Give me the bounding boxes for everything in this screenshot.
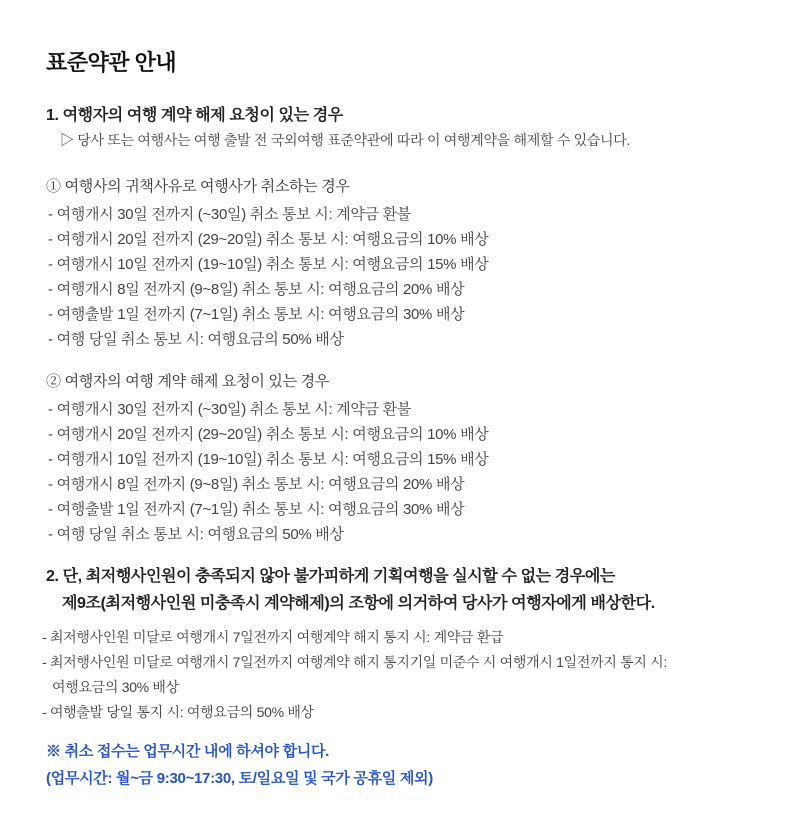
business-hours-notice-line2: (업무시간: 월~금 9:30~17:30, 토/일요일 및 국가 공휴일 제외) bbox=[46, 770, 433, 787]
business-hours-notice-line1: ※ 취소 접수는 업무시간 내에 하셔야 합니다. bbox=[46, 743, 330, 760]
list-item: - 여행개시 30일 전까지 (~30일) 취소 통보 시: 계약금 환불 bbox=[48, 401, 412, 418]
traveler-cancel-list bbox=[46, 397, 760, 547]
agency-cancel-list bbox=[46, 202, 760, 352]
subsection-traveler-cancel-heading: ② 여행자의 여행 계약 해제 요청이 있는 경우 bbox=[46, 373, 330, 390]
list-item: - 여행출발 1일 전까지 (7~1일) 취소 통보 시: 여행요금의 30% 배상 bbox=[48, 306, 465, 323]
section-1-note: ▷ 당사 또는 여행사는 여행 출발 전 국외여행 표준약관에 따라 이 여행계약을 해제할 수 있습니다. bbox=[60, 132, 631, 148]
section-2-heading-line2: 제9조(최저행사인원 미충족시 계약해제)의 조항에 의거하여 당사가 여행자에게 배상한다. bbox=[62, 595, 655, 612]
list-item: - 여행개시 8일 전까지 (9~8일) 취소 통보 시: 여행요금의 20% 배상 bbox=[48, 281, 465, 298]
list-item: - 여행개시 20일 전까지 (29~20일) 취소 통보 시: 여행요금의 10% 배상 bbox=[48, 426, 489, 443]
list-item: - 여행 당일 취소 통보 시: 여행요금의 50% 배상 bbox=[48, 526, 344, 543]
list-item: - 최저행사인원 미달로 여행개시 7일전까지 여행계약 해지 통지 시: 계약금 환급 bbox=[42, 629, 504, 645]
list-item: - 여행개시 20일 전까지 (29~20일) 취소 통보 시: 여행요금의 10% 배상 bbox=[48, 231, 489, 248]
subsection-agency-cancel-heading: ① 여행사의 귀책사유로 여행사가 취소하는 경우 bbox=[46, 178, 350, 195]
list-item: - 여행출발 1일 전까지 (7~1일) 취소 통보 시: 여행요금의 30% 배상 bbox=[48, 501, 465, 518]
page-title: 표준약관 안내 bbox=[46, 50, 177, 75]
list-item: - 여행개시 10일 전까지 (19~10일) 취소 통보 시: 여행요금의 15% 배상 bbox=[48, 256, 489, 273]
list-item: - 여행출발 당일 통지 시: 여행요금의 50% 배상 bbox=[42, 704, 314, 720]
section-2-heading-line1: 2. 단, 최저행사인원이 충족되지 않아 불가피하게 기획여행을 실시할 수 없는 경우에는 bbox=[46, 568, 615, 585]
business-hours-notice bbox=[46, 738, 760, 792]
list-item: - 여행개시 10일 전까지 (19~10일) 취소 통보 시: 여행요금의 15% 배상 bbox=[48, 451, 489, 468]
section-2-heading bbox=[46, 563, 760, 617]
list-item: - 최저행사인원 미달로 여행개시 7일전까지 여행계약 해지 통지기일 미준수 시 여행개시 1일전까지 통지 시: bbox=[42, 654, 667, 670]
list-item: - 여행개시 30일 전까지 (~30일) 취소 통보 시: 계약금 환불 bbox=[48, 206, 412, 223]
list-item-continuation: 여행요금의 30% 배상 bbox=[52, 679, 179, 695]
list-item: - 여행 당일 취소 통보 시: 여행요금의 50% 배상 bbox=[48, 331, 344, 348]
min-participants-list bbox=[42, 625, 760, 725]
section-1-heading: 1. 여행자의 여행 계약 해제 요청이 있는 경우 bbox=[46, 107, 343, 124]
list-item: - 여행개시 8일 전까지 (9~8일) 취소 통보 시: 여행요금의 20% 배상 bbox=[48, 476, 465, 493]
